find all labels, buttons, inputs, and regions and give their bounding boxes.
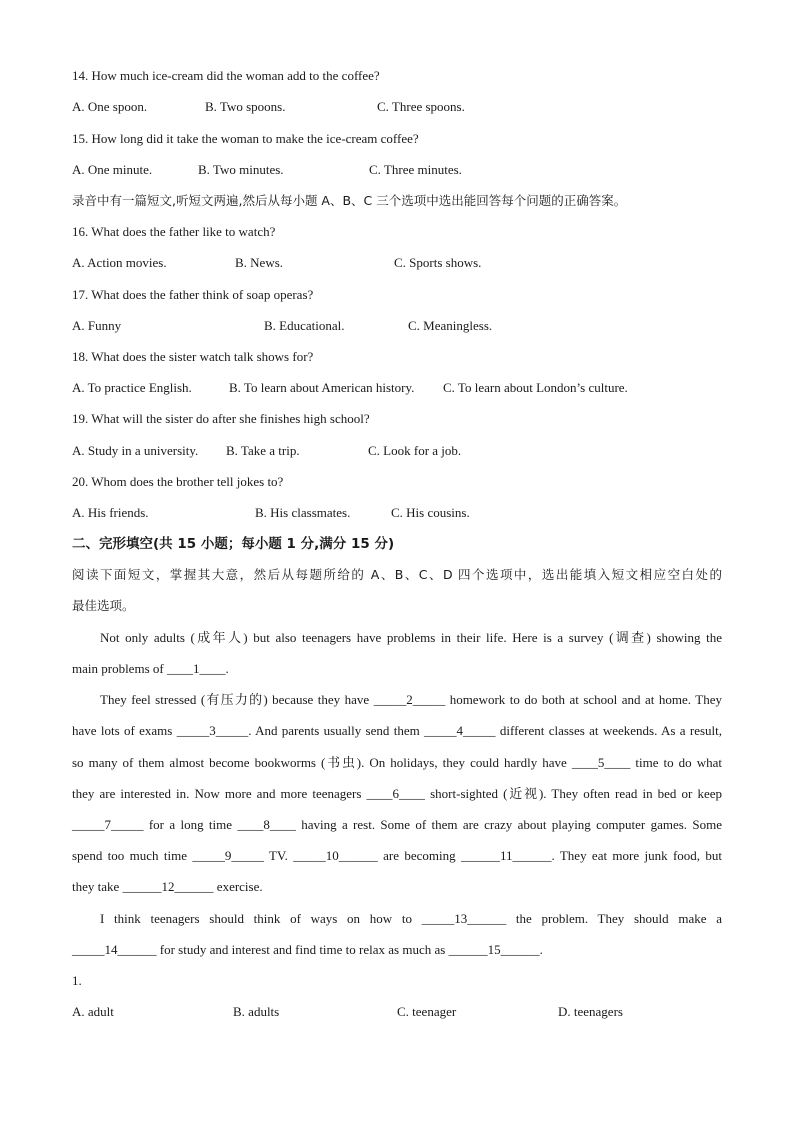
- blank-15: ______15______: [448, 942, 540, 957]
- passage-line: [100, 911, 722, 927]
- passage-text: so many of them almost become bookworms (书虫). On holidays, they could hardly have: [72, 755, 572, 770]
- blank-14: _____14______: [72, 942, 157, 957]
- passage-text: the problem. They should make a: [506, 911, 722, 926]
- blank-7: _____7_____: [72, 817, 144, 832]
- question-15: 15. How long did it take the woman to make the ice-cream coffee?: [72, 131, 419, 146]
- option-c: C. Three minutes.: [369, 162, 462, 177]
- passage-text: have lots of exams: [72, 723, 177, 738]
- option-a: A. One minute.: [72, 162, 153, 177]
- option-b: B. Two minutes.: [198, 162, 284, 177]
- passage-line: [72, 755, 722, 771]
- option-b: B. News.: [235, 255, 284, 270]
- passage-text: homework to do both at school and at home. They: [445, 692, 723, 707]
- passage-line: [72, 942, 543, 958]
- passage-text: . They eat more junk food, but: [551, 848, 723, 863]
- option-b: B. To learn about American history.: [229, 380, 415, 395]
- passage-text: . And parents usually send them: [248, 723, 425, 738]
- option-c: C. Meaningless.: [408, 318, 493, 333]
- blank-9: _____9_____: [192, 848, 264, 863]
- blank-13: _____13______: [421, 911, 507, 926]
- passage-line: [72, 848, 722, 864]
- option-a: A. One spoon.: [72, 99, 148, 114]
- passage-text: They feel stressed (有压力的) because they have: [100, 692, 374, 707]
- passage-line: [100, 692, 722, 708]
- blank-12: ______12______: [122, 879, 214, 894]
- option-d: D. teenagers: [558, 1004, 623, 1019]
- blank-3: _____3_____: [176, 723, 249, 738]
- option-a: A. adult: [72, 1004, 114, 1019]
- option-c: C. His cousins.: [391, 505, 470, 520]
- question-19: 19. What will the sister do after she finishes high school?: [72, 411, 370, 426]
- passage-text: having a rest. Some of them are crazy about playing computer games. Some: [295, 817, 722, 832]
- passage-text: for study and interest and find time to relax as much as: [156, 942, 449, 957]
- blank-2: _____2_____: [373, 692, 446, 707]
- passage-text: I think teenagers should think of ways on how to: [100, 911, 422, 926]
- passage-line: [72, 879, 263, 895]
- option-b: B. Take a trip.: [226, 443, 300, 458]
- option-c: C. Look for a job.: [368, 443, 462, 458]
- option-c: C. Sports shows.: [394, 255, 482, 270]
- option-b: B. adults: [233, 1004, 280, 1019]
- passage-text: TV.: [263, 848, 294, 863]
- passage-line: [72, 786, 722, 802]
- question-16: 16. What does the father like to watch?: [72, 224, 276, 239]
- option-c: C. Three spoons.: [377, 99, 465, 114]
- question-20: 20. Whom does the brother tell jokes to?: [72, 474, 284, 489]
- section-instruction-line-1: 阅读下面短文，掌握其大意，然后从每题所给的 A、B、C、D 四个选项中，选出能填入短文相应空白处的: [72, 567, 722, 582]
- cloze-question-1-number: 1.: [72, 973, 82, 988]
- blank-1: ____1____: [166, 661, 226, 676]
- passage-text: spend too much time: [72, 848, 193, 863]
- passage-line: [72, 661, 229, 677]
- passage-text: are becoming: [377, 848, 461, 863]
- option-b: B. Two spoons.: [205, 99, 286, 114]
- blank-5: ____5____: [571, 755, 631, 770]
- blank-6: ____6____: [366, 786, 426, 801]
- option-c: C. teenager: [397, 1004, 457, 1019]
- passage-text: for a long time: [143, 817, 238, 832]
- section-heading: 二、完形填空(共 15 小题；每小题 1 分,满分 15 分): [72, 536, 395, 552]
- passage-text: they take: [72, 879, 123, 894]
- option-a: A. Study in a university.: [72, 443, 199, 458]
- blank-11: ______11______: [460, 848, 552, 863]
- option-b: B. His classmates.: [255, 505, 351, 520]
- passage-text: different classes at weekends. As a result,: [495, 723, 722, 738]
- section-instruction-line-2: 最佳选项。: [72, 598, 135, 613]
- blank-8: ____8____: [237, 817, 296, 832]
- option-a: A. To practice English.: [72, 380, 192, 395]
- passage-text: exercise.: [213, 879, 263, 894]
- blank-10: _____10______: [293, 848, 378, 863]
- question-17: 17. What does the father think of soap operas?: [72, 287, 314, 302]
- passage-text: time to do what: [630, 755, 722, 770]
- passage-line: [72, 817, 722, 833]
- option-a: A. His friends.: [72, 505, 149, 520]
- passage-text: .: [225, 661, 229, 676]
- passage-text: short-sighted (近视). They often read in bed or keep: [425, 786, 722, 801]
- passage-text: main problems of: [72, 661, 167, 676]
- passage-text: .: [539, 942, 543, 957]
- option-b: B. Educational.: [264, 318, 345, 333]
- passage-line: [72, 723, 722, 739]
- question-14: 14. How much ice-cream did the woman add to the coffee?: [72, 68, 380, 83]
- question-18: 18. What does the sister watch talk shows for?: [72, 349, 314, 364]
- option-a: A. Funny: [72, 318, 122, 333]
- blank-4: _____4_____: [424, 723, 496, 738]
- passage-line: Not only adults (成年人) but also teenagers have problems in their life. Here is a survey (调查) showing the: [100, 630, 722, 645]
- short-passage-instruction: 录音中有一篇短文,听短文两遍,然后从每小题 A、B、C 三个选项中选出能回答每个问题的正确答案。: [72, 193, 627, 208]
- option-c: C. To learn about London’s culture.: [443, 380, 628, 395]
- option-a: A. Action movies.: [72, 255, 167, 270]
- passage-text: they are interested in. Now more and more teenagers: [72, 786, 367, 801]
